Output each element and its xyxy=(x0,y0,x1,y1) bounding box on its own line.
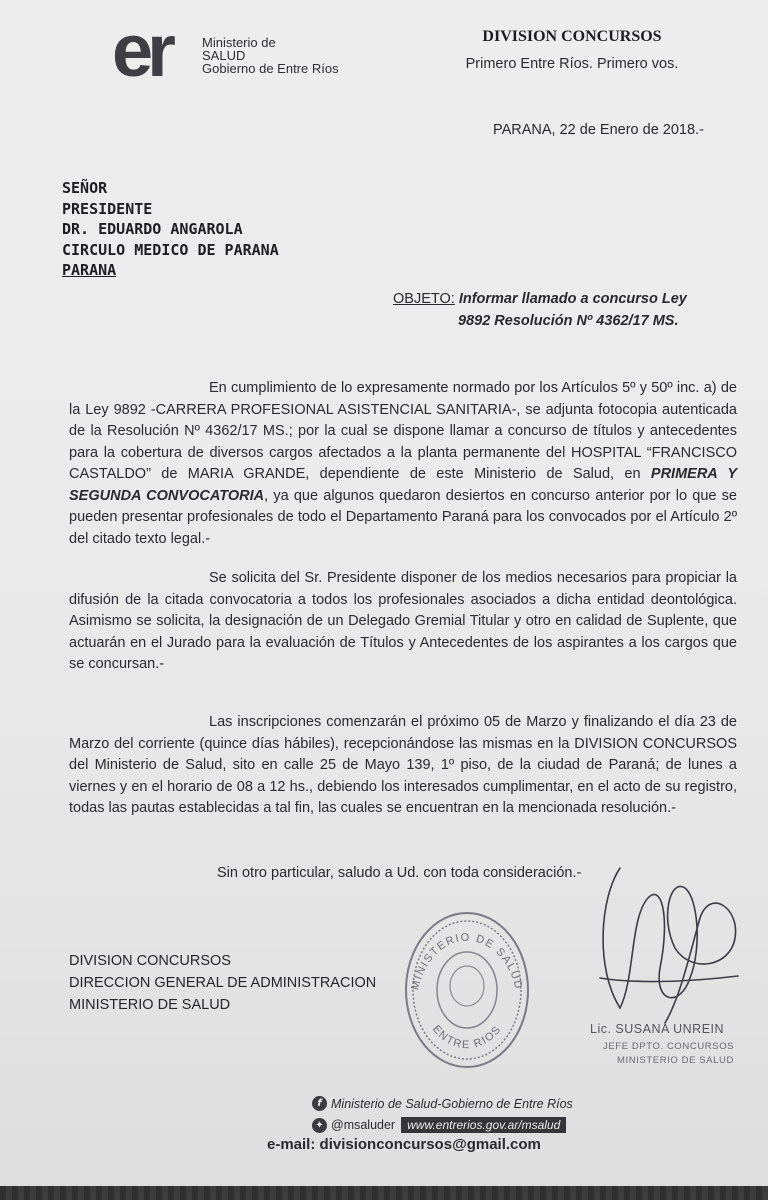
recipient-line-5: PARANA xyxy=(62,261,117,279)
sender-line-3: MINISTERIO DE SALUD xyxy=(69,997,231,1013)
ministry-line-3: Gobierno de Entre Ríos xyxy=(202,61,339,76)
paragraph-3 xyxy=(69,712,737,820)
closing-line: Sin otro particular, saludo a Ud. con toda consideración.- xyxy=(217,865,582,881)
paragraph-1-text-b: , ya que algunos quedaron desiertos en concurso anterior por lo que se pueden presentar profesionales de todo el Departamento Paraná para los convocados por el Artículo 2º del citado texto legal.- xyxy=(69,487,737,547)
website-link[interactable]: www.entrerios.gov.ar/msalud xyxy=(401,1117,566,1133)
paragraph-2-text: Se solicita del Sr. Presidente disponer de los medios necesarios para propiciar la difusión de la citada convocatoria a todos los profesionales asociados a dicha entidad deontológica. Asimismo se solicita, la designación de un Delegado Gremial Titular y otro en calidad de Suplente, que actuarán en el Jurado para la evaluación de Títulos y Antecedentes de los aspirantes a los cargos que se concursan.- xyxy=(69,570,737,672)
division-title: DIVISION CONCURSOS xyxy=(482,28,662,45)
svg-text:MINISTERIO DE SALUD xyxy=(409,932,524,992)
recipient-line-2: PRESIDENTE xyxy=(62,199,153,218)
table-surface xyxy=(0,1186,768,1200)
paragraph-2 xyxy=(69,568,737,676)
ministry-line-2: SALUD xyxy=(202,48,246,63)
sender-line-1: DIVISION CONCURSOS xyxy=(69,953,231,969)
signer-ministry: MINISTERIO DE SALUD xyxy=(617,1055,734,1066)
ministry-name xyxy=(202,36,339,75)
letter-date: PARANA, 22 de Enero de 2018.- xyxy=(493,122,704,138)
subject-line-1: Informar llamado a concurso Ley xyxy=(458,291,687,307)
subject-label: OBJETO: xyxy=(393,291,455,307)
email-address[interactable]: divisionconcursos@gmail.com xyxy=(319,1136,541,1153)
ministry-logo xyxy=(112,16,202,80)
footer-email xyxy=(267,1136,541,1153)
facebook-text: Ministerio de Salud-Gobierno de Entre Ríos xyxy=(331,1096,573,1111)
stamp-top-text: MINISTERIO DE SALUD xyxy=(409,931,525,992)
subject-line-2: 9892 Resolución Nº 4362/17 MS. xyxy=(458,313,679,329)
official-stamp xyxy=(402,908,532,1070)
email-label: e-mail: xyxy=(267,1136,316,1153)
recipient-line-4: CIRCULO MEDICO DE PARANA xyxy=(62,240,279,259)
subject-block xyxy=(393,288,687,332)
recipient-line-1: SEÑOR xyxy=(62,179,108,197)
header-right xyxy=(452,28,692,72)
handwritten-signature xyxy=(590,858,740,1028)
paragraph-1-emphasis: PRIMERA Y SEGUNDA CONVOCATORIA xyxy=(69,466,737,504)
footer-facebook xyxy=(312,1096,573,1111)
recipient-line-3: DR. EDUARDO ANGAROLA xyxy=(62,220,243,238)
signer-name: Lic. SUSANA UNREIN xyxy=(590,1022,725,1036)
twitter-icon: ✦ xyxy=(312,1118,327,1133)
facebook-icon: f xyxy=(312,1096,327,1111)
ministry-line-1: Ministerio de xyxy=(202,35,276,50)
logo-letters: er xyxy=(112,16,170,80)
paragraph-3-text: Las inscripciones comenzarán el próximo 05 de Marzo y finalizando el día 23 de Marzo del corriente (quince días hábiles), recepcionándose las mismas en la DIVISION CONCURSOS del Ministerio de Salud, sito en calle 25 de Mayo 139, 1º piso, de la ciudad de Paraná; de lunes a viernes y en el horario de 08 a 12 hs., debiendo los interesados cumplimentar, en el acto de su registro, todas las pautas establecidas a tal fin, las cuales se encuentran en la mencionada resolución.- xyxy=(69,714,737,816)
sender-block xyxy=(69,950,376,1016)
footer-twitter xyxy=(312,1117,566,1133)
stamp-bottom-text: ENTRE RIOS xyxy=(429,1023,505,1052)
twitter-handle: @msaluder xyxy=(331,1118,396,1132)
slogan: Primero Entre Ríos. Primero vos. xyxy=(465,56,679,72)
paragraph-1 xyxy=(69,378,737,550)
signer-role: JEFE DPTO. CONCURSOS xyxy=(603,1041,735,1052)
paragraph-1-text-a: En cumplimiento de lo expresamente normado por los Artículos 5º y 50º inc. a) de la Ley 9892 -CARRERA PROFESIONAL ASISTENCIAL SANITARIA-, se adjunta fotocopia autenticada de la Resolución Nº 4362/17 MS.; por la cual se dispone llamar a concurso de títulos y antecedentes para la cobertura de diversos cargos afectados a la planta permanente del HOSPITAL “FRANCISCO CASTALDO” de MARIA GRANDE, dependiente de este Ministerio de Salud, en xyxy=(69,380,737,482)
recipient-block xyxy=(62,178,279,281)
sender-line-2: DIRECCION GENERAL DE ADMINISTRACION xyxy=(69,975,377,991)
